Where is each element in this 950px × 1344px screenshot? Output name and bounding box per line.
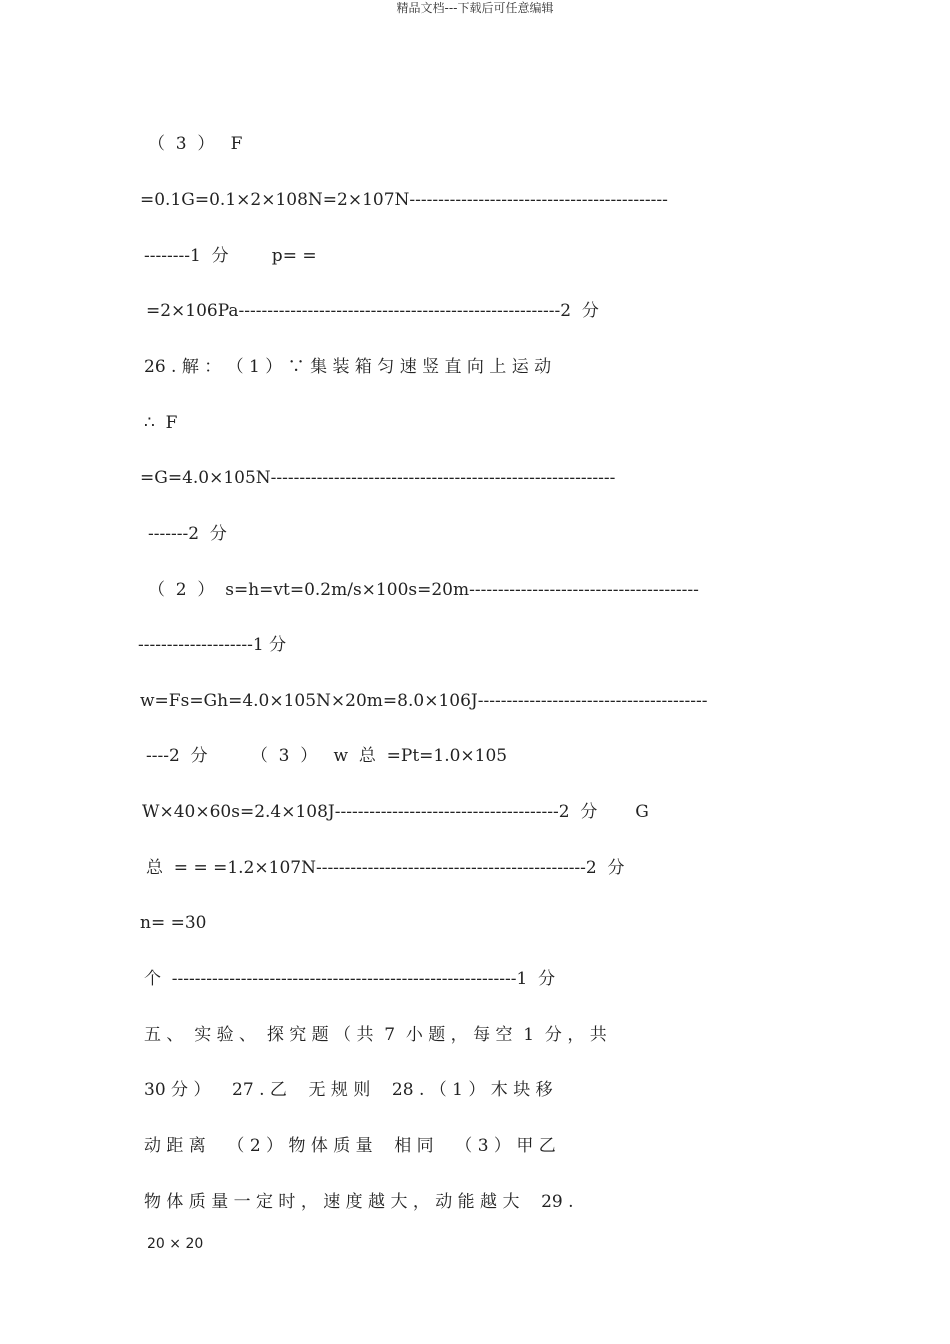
text-line-5: 26 . 解 ： （ 1 ） ∵ 集 装 箱 匀 速 竖 直 向 上 运 动 (144, 357, 552, 377)
text-line-10: --------------------1 分 (138, 635, 287, 655)
text-line-14: 总 = = =1.2×107N-----------------------------------------------2 分 (146, 858, 625, 878)
text-line-8: -------2 分 (148, 524, 227, 544)
text-line-19: 动 距 离 （ 2 ） 物 体 质 量 相 同 （ 3 ） 甲 乙 (144, 1136, 556, 1156)
text-line-6: ∴ F (144, 413, 178, 433)
text-line-20: 物 体 质 量 一 定 时 ， 速 度 越 大 ， 动 能 越 大 29 . (144, 1192, 574, 1212)
text-line-2: =0.1G=0.1×2×108N=2×107N--------------------------------------------- (140, 190, 668, 210)
text-line-11: w=Fs=Gh=4.0×105N×20m=8.0×106J---------------------------------------- (140, 691, 708, 711)
text-line-9: （ 2 ） s=h=vt=0.2m/s×100s=20m---------------------------------------- (148, 580, 699, 600)
text-line-12: ----2 分 （ 3 ） w 总 =Pt=1.0×105 (146, 746, 508, 766)
text-line-16: 个 ------------------------------------------------------------1 分 (144, 969, 556, 989)
text-line-4: =2×106Pa--------------------------------------------------------2 分 (146, 301, 599, 321)
text-line-18: 30 分 ） 27 . 乙 无 规 则 28 . （ 1 ） 木 块 移 (144, 1080, 553, 1100)
text-line-7: =G=4.0×105N------------------------------------------------------------ (140, 468, 616, 488)
page-header: 精品文档---下载后可任意编辑 (396, 1, 554, 15)
text-line-13: W×40×60s=2.4×108J---------------------------------------2 分 G (142, 802, 649, 822)
text-line-1: （ 3 ） F (148, 134, 243, 154)
text-line-15: n= =30 (140, 913, 207, 933)
text-line-21: 20 × 20 (147, 1236, 204, 1252)
text-line-3: --------1 分 p= = (144, 246, 317, 266)
text-line-17: 五 、 实 验 、 探 究 题 （ 共 7 小 题 ， 每 空 1 分 ， 共 (144, 1025, 607, 1045)
